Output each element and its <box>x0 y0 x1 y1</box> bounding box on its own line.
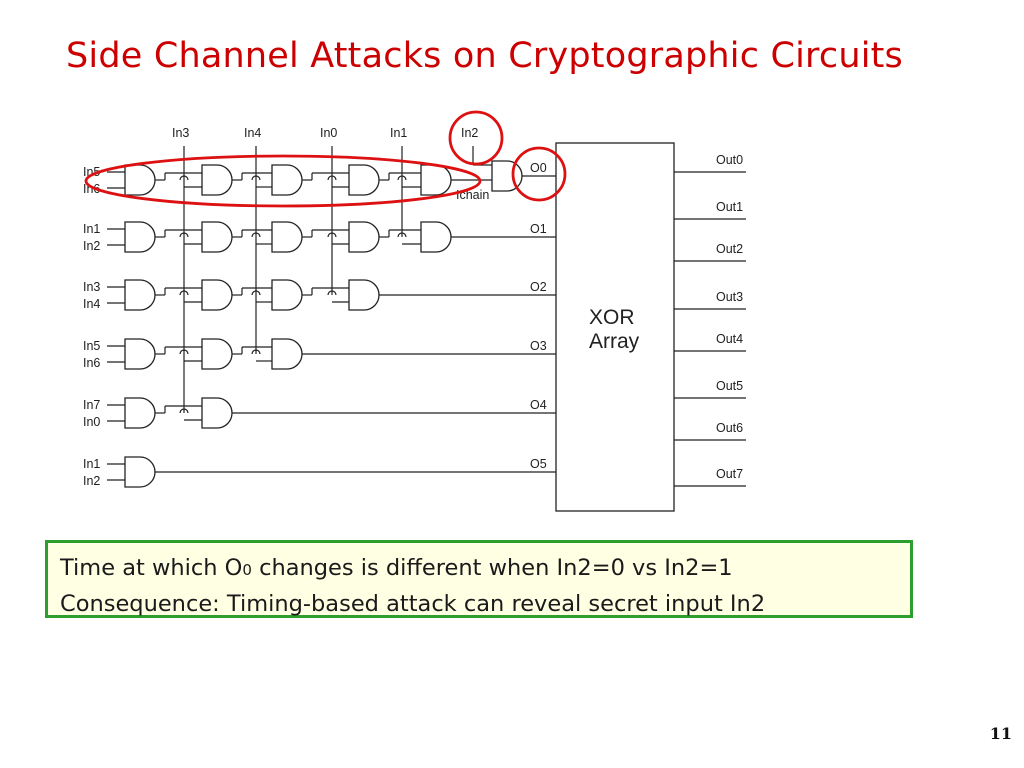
timing-observation-line <box>60 551 898 587</box>
xor-array-label-line1: XOR <box>589 306 635 329</box>
and-gate-r3-c2 <box>272 339 302 369</box>
and-gate-r5-c0 <box>125 457 155 487</box>
and-gate-r1-c4 <box>421 222 451 252</box>
and-gate-r3-c1 <box>202 339 232 369</box>
top-input-label-in0: In0 <box>320 126 338 140</box>
and-gate-r3-c0 <box>125 339 155 369</box>
and-gate-r4-c0 <box>125 398 155 428</box>
and-gate-r1-c0 <box>125 222 155 252</box>
xor-output-label-4: Out4 <box>716 332 744 346</box>
and-gate-r0-c3 <box>349 165 379 195</box>
ichain-label: Ichain <box>456 188 490 202</box>
and-gate-r1-c3 <box>349 222 379 252</box>
row1-input-a-label: In1 <box>83 222 101 236</box>
and-gate-r0-c2 <box>272 165 302 195</box>
xor-output-label-3: Out3 <box>716 290 744 304</box>
and-gate-r2-c3 <box>349 280 379 310</box>
o0-subscript: 0 <box>242 561 252 579</box>
and-gate-r4-c1 <box>202 398 232 428</box>
row4-input-a-label: In7 <box>83 398 101 412</box>
xor-array-label-line2: Array <box>589 330 640 353</box>
xor-output-label-5: Out5 <box>716 379 744 393</box>
and-gate-r2-c0 <box>125 280 155 310</box>
and-output-label-o3: O3 <box>530 339 547 353</box>
row4-input-b-label: In0 <box>83 415 101 429</box>
page-number: 11 <box>989 724 1012 743</box>
top-input-label-in3: In3 <box>172 126 190 140</box>
timing-explanation-box <box>45 540 913 618</box>
row1-input-b-label: In2 <box>83 239 101 253</box>
top-input-label-in4: In4 <box>244 126 262 140</box>
and-gate-r1-c2 <box>272 222 302 252</box>
xor-output-label-1: Out1 <box>716 200 744 214</box>
row2-input-b-label: In4 <box>83 297 101 311</box>
slide-title: Side Channel Attacks on Cryptographic Circuits <box>66 36 903 76</box>
and-output-label-o4: O4 <box>530 398 547 412</box>
row2-input-a-label: In3 <box>83 280 101 294</box>
timing-observation-suffix: changes is different when In2=0 vs In2=1 <box>251 555 733 581</box>
top-input-label-in1: In1 <box>390 126 408 140</box>
row3-input-b-label: In6 <box>83 356 101 370</box>
row3-input-a-label: In5 <box>83 339 101 353</box>
xor-output-label-2: Out2 <box>716 242 744 256</box>
and-output-label-o1: O1 <box>530 222 547 236</box>
row5-input-b-label: In2 <box>83 474 101 488</box>
row0-input-a-label: In5 <box>83 165 101 179</box>
and-output-label-o0: O0 <box>530 161 547 175</box>
row5-input-a-label: In1 <box>83 457 101 471</box>
xor-output-label-7: Out7 <box>716 467 744 481</box>
row0-input-b-label: In6 <box>83 182 101 196</box>
consequence-line: Consequence: Timing-based attack can reveal secret input In2 <box>60 591 766 617</box>
and-output-label-o2: O2 <box>530 280 547 294</box>
xor-output-label-0: Out0 <box>716 153 744 167</box>
and-gate-r0-c1 <box>202 165 232 195</box>
xor-output-label-6: Out6 <box>716 421 744 435</box>
and-gate-r0-c0 <box>125 165 155 195</box>
and-gate-r1-c1 <box>202 222 232 252</box>
and-output-label-o5: O5 <box>530 457 547 471</box>
top-input-label-in2: In2 <box>461 126 479 140</box>
timing-observation-prefix: Time at which O <box>60 555 243 581</box>
and-gate-r2-c1 <box>202 280 232 310</box>
and-gate-r0-c4 <box>421 165 451 195</box>
and-gate-r2-c2 <box>272 280 302 310</box>
